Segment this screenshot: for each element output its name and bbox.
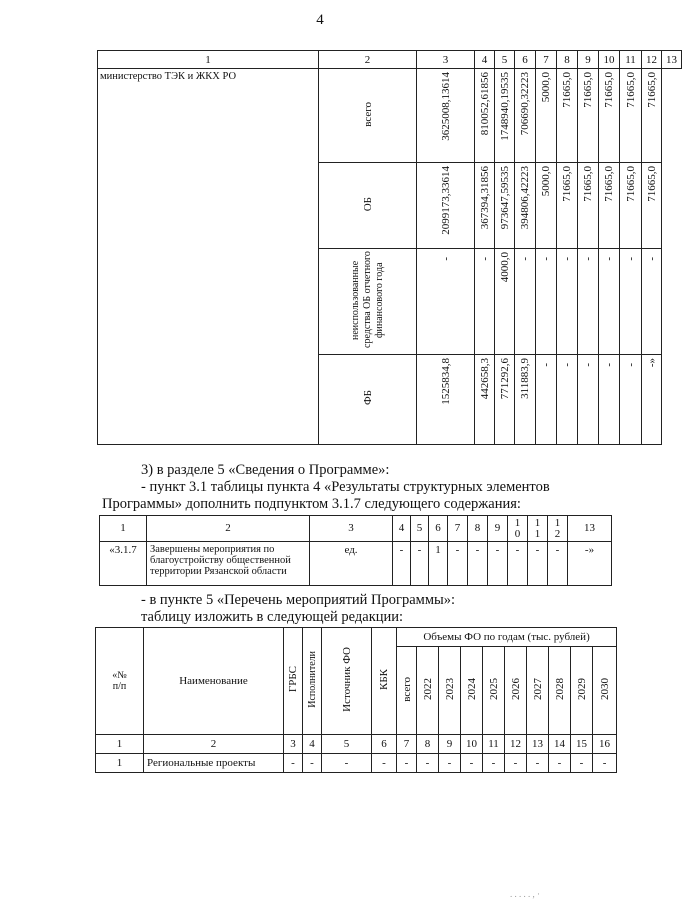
table3-cell: - bbox=[527, 754, 549, 773]
table3-number-cell: 4 bbox=[303, 735, 322, 754]
table2-header-cell: 5 bbox=[411, 516, 429, 542]
table1-value-cell bbox=[417, 69, 475, 163]
table3-year-label: 2028 bbox=[553, 678, 566, 700]
table1-value: 71665,0 bbox=[603, 166, 615, 202]
table1-value: - bbox=[582, 363, 594, 367]
table2-cell: -» bbox=[568, 542, 612, 586]
col-volumes-header: Объемы ФО по годам (тыс. рублей) bbox=[397, 628, 617, 647]
table2-cell: «3.1.7 bbox=[100, 542, 147, 586]
table1-value-cell bbox=[620, 163, 642, 249]
table3-cell: - bbox=[397, 754, 417, 773]
table1-value-cell bbox=[599, 355, 620, 445]
table3-year-header bbox=[505, 647, 527, 735]
table2-cell: - bbox=[488, 542, 508, 586]
table1-value: 2099173,33614 bbox=[439, 166, 452, 235]
table2-header-cell: 9 bbox=[488, 516, 508, 542]
table1-header-cell: 5 bbox=[495, 51, 515, 69]
table3-year-label: всего bbox=[400, 676, 413, 702]
table1-row-label-text: ФБ bbox=[361, 390, 374, 406]
table1-value: - bbox=[624, 257, 637, 261]
table1-value-cell bbox=[475, 69, 495, 163]
table1-value-cell bbox=[620, 355, 642, 445]
table1-value: 706690,32223 bbox=[519, 72, 531, 136]
table1-value-cell bbox=[475, 163, 495, 249]
table2-header-cell: 13 bbox=[568, 516, 612, 542]
table1-row-label-text: ОБ bbox=[361, 196, 374, 212]
table3-cell: 1 bbox=[96, 754, 144, 773]
table3-year-header bbox=[483, 647, 505, 735]
table3-number-cell: 15 bbox=[571, 735, 593, 754]
table1-value: - bbox=[478, 257, 491, 261]
table2-header-cell: 6 bbox=[429, 516, 448, 542]
table1-row-label bbox=[319, 163, 417, 249]
table3-number-cell: 12 bbox=[505, 735, 527, 754]
activities-table bbox=[95, 627, 617, 773]
table1-value: 442658,3 bbox=[478, 358, 491, 400]
table3-cell: - bbox=[461, 754, 483, 773]
paragraph-item-3-1: - пункт 3.1 таблицы пункта 4 «Результаты структурных элементов bbox=[141, 479, 550, 495]
col-kbk-header bbox=[372, 628, 397, 735]
table1-value-cell bbox=[536, 355, 557, 445]
table2-header-cell: 1 bbox=[100, 516, 147, 542]
table1-value-cell bbox=[495, 69, 515, 163]
table1-value: 1748940,19535 bbox=[498, 72, 511, 141]
table3-cell: - bbox=[372, 754, 397, 773]
table2-header-cell: 2 bbox=[147, 516, 310, 542]
table2-cell: ед. bbox=[310, 542, 393, 586]
col-exec-label: Исполнители bbox=[306, 651, 318, 708]
table2-cell: Завершены мероприятия по благоустройству общественной территории Рязанской области bbox=[147, 542, 310, 586]
table3-number-cell: 10 bbox=[461, 735, 483, 754]
table3-year-header bbox=[593, 647, 617, 735]
page-number: 4 bbox=[316, 12, 324, 28]
table1-value-cell bbox=[475, 355, 495, 445]
table1-value-cell bbox=[642, 163, 662, 249]
table1-value: 71665,0 bbox=[624, 72, 637, 108]
table1-value-cell bbox=[557, 163, 578, 249]
table1-header-cell: 1 bbox=[98, 51, 319, 69]
col-name-header: Наименование bbox=[144, 628, 284, 735]
col-grbs-label: ГРБС bbox=[287, 666, 299, 693]
table3-year-label: 2029 bbox=[575, 678, 588, 700]
table1-value-cell bbox=[417, 163, 475, 249]
table3-number-cell: 1 bbox=[96, 735, 144, 754]
table1-value: 4000,0 bbox=[498, 252, 511, 283]
table3-cell: - bbox=[284, 754, 303, 773]
table1-header-cell: 3 bbox=[417, 51, 475, 69]
table1-row-label bbox=[319, 249, 417, 355]
table1-value: - bbox=[439, 257, 452, 261]
table3-cell: - bbox=[505, 754, 527, 773]
table1-header-cell: 9 bbox=[578, 51, 599, 69]
table2-header-cell: 3 bbox=[310, 516, 393, 542]
table1-value: 771292,6 bbox=[498, 358, 511, 400]
table3-number-cell: 5 bbox=[322, 735, 372, 754]
col-kbk-label: КБК bbox=[378, 669, 390, 690]
table1-header-cell: 8 bbox=[557, 51, 578, 69]
table1-value: 71665,0 bbox=[624, 166, 637, 202]
table1-value-cell bbox=[599, 163, 620, 249]
table1-value-cell bbox=[495, 163, 515, 249]
table3-cell: - bbox=[571, 754, 593, 773]
table3-year-header bbox=[549, 647, 571, 735]
table3-year-header bbox=[527, 647, 549, 735]
table1-value-cell bbox=[515, 163, 536, 249]
table1-value-cell bbox=[599, 69, 620, 163]
table1-value: - bbox=[540, 257, 552, 261]
table3-year-header bbox=[461, 647, 483, 735]
paragraph-item-3-1-cont: Программы» дополнить подпунктом 3.1.7 следующего содержания: bbox=[102, 496, 521, 512]
table1-value-cell bbox=[578, 249, 599, 355]
col-grbs-header bbox=[284, 628, 303, 735]
table1-value: 71665,0 bbox=[582, 166, 594, 202]
table3-number-cell: 16 bbox=[593, 735, 617, 754]
table1-header-cell: 4 bbox=[475, 51, 495, 69]
table1-header-cell: 10 bbox=[599, 51, 620, 69]
table1-header-cell: 2 bbox=[319, 51, 417, 69]
table1-header-cell: 6 bbox=[515, 51, 536, 69]
table2-cell: - bbox=[468, 542, 488, 586]
table1-value: - bbox=[519, 257, 531, 261]
table2-cell: - bbox=[448, 542, 468, 586]
table1-value: 5000,0 bbox=[540, 72, 552, 103]
col-src-label: Источник ФО bbox=[340, 647, 353, 712]
table2-cell: - bbox=[508, 542, 528, 586]
table3-year-header bbox=[571, 647, 593, 735]
table3-number-cell: 6 bbox=[372, 735, 397, 754]
table1-value: 311883,9 bbox=[519, 358, 531, 399]
table3-year-label: 2024 bbox=[465, 678, 478, 700]
table1-value: 71665,0 bbox=[645, 166, 658, 202]
table2-cell: - bbox=[548, 542, 568, 586]
table2-header-cell: 1 0 bbox=[508, 516, 528, 542]
col-src-header bbox=[322, 628, 372, 735]
table1-value-cell bbox=[536, 163, 557, 249]
table3-year-label: 2022 bbox=[421, 678, 434, 700]
table3-cell: - bbox=[439, 754, 461, 773]
table1-value: 71665,0 bbox=[582, 72, 594, 108]
table1-value-cell bbox=[620, 69, 642, 163]
table3-year-header bbox=[397, 647, 417, 735]
table2-cell: - bbox=[528, 542, 548, 586]
table1-row-label-text: всего bbox=[361, 101, 374, 127]
table1-value: - bbox=[561, 257, 573, 261]
table1-value-cell bbox=[417, 249, 475, 355]
footer-marks: . . . . . , · bbox=[510, 889, 540, 899]
paragraph-section-5-list: - в пункте 5 «Перечень мероприятий Программы»: bbox=[141, 592, 456, 608]
table3-cell: - bbox=[549, 754, 571, 773]
table2-header-cell: 1 1 bbox=[528, 516, 548, 542]
table3-number-cell: 9 bbox=[439, 735, 461, 754]
table1-value: 71665,0 bbox=[561, 166, 573, 202]
table1-value-cell bbox=[557, 249, 578, 355]
table1-value-cell bbox=[557, 69, 578, 163]
table3-cell: - bbox=[322, 754, 372, 773]
table1-value: 71665,0 bbox=[561, 72, 573, 108]
table1-value-cell bbox=[557, 355, 578, 445]
table1-value-cell bbox=[578, 355, 599, 445]
table1-value-cell bbox=[536, 69, 557, 163]
table1-value-cell bbox=[417, 355, 475, 445]
col-exec-header bbox=[303, 628, 322, 735]
table1-value: 1525834,8 bbox=[439, 358, 452, 405]
table2-header-cell: 4 bbox=[393, 516, 411, 542]
table1-value: - bbox=[645, 257, 658, 261]
table1-row-label-text: неиспользованные средства ОБ отчетного финансового года bbox=[349, 251, 385, 349]
table1-header-cell: 7 bbox=[536, 51, 557, 69]
table1-value: 973647,59535 bbox=[498, 166, 511, 230]
table2-cell: - bbox=[411, 542, 429, 586]
table3-number-cell: 13 bbox=[527, 735, 549, 754]
table3-cell: - bbox=[303, 754, 322, 773]
table1-header-cell: 11 bbox=[620, 51, 642, 69]
table1-value: 367394,31856 bbox=[478, 166, 491, 230]
table1-value-cell bbox=[642, 249, 662, 355]
table1-header-cell: 12 bbox=[642, 51, 662, 69]
table1-value: 3625008,13614 bbox=[439, 72, 452, 141]
table3-number-cell: 7 bbox=[397, 735, 417, 754]
table1-value: - bbox=[603, 257, 615, 261]
table3-cell: - bbox=[483, 754, 505, 773]
table1-value-cell bbox=[495, 355, 515, 445]
table1-value-cell bbox=[495, 249, 515, 355]
table3-number-cell: 8 bbox=[417, 735, 439, 754]
table3-year-header bbox=[439, 647, 461, 735]
table1-value-cell bbox=[642, 69, 662, 163]
table3-cell: - bbox=[417, 754, 439, 773]
table2-header-cell: 1 2 bbox=[548, 516, 568, 542]
table1-value-cell bbox=[620, 249, 642, 355]
table1-value-cell bbox=[536, 249, 557, 355]
table1-value-cell bbox=[578, 163, 599, 249]
ministry-cell: министерство ТЭК и ЖКХ РО bbox=[98, 69, 319, 445]
table1-value: -» bbox=[645, 358, 658, 368]
col-number-header: «№ п/п bbox=[96, 628, 144, 735]
table1-value-cell bbox=[515, 249, 536, 355]
table3-year-label: 2030 bbox=[598, 678, 611, 700]
table1-value-cell bbox=[578, 69, 599, 163]
results-table bbox=[99, 515, 612, 586]
table3-cell: - bbox=[593, 754, 617, 773]
table2-header-cell: 8 bbox=[468, 516, 488, 542]
table3-number-cell: 2 bbox=[144, 735, 284, 754]
table3-number-cell: 11 bbox=[483, 735, 505, 754]
table1-value-cell bbox=[475, 249, 495, 355]
table1-value-cell bbox=[642, 355, 662, 445]
funding-table bbox=[97, 50, 682, 445]
table1-value: 394806,42223 bbox=[519, 166, 531, 230]
table1-row-label bbox=[319, 69, 417, 163]
paragraph-new-edition: таблицу изложить в следующей редакции: bbox=[141, 609, 404, 625]
table1-header-cell: 13 bbox=[662, 51, 682, 69]
table1-row-label bbox=[319, 355, 417, 445]
table1-value: - bbox=[582, 257, 594, 261]
table1-value-cell bbox=[515, 355, 536, 445]
table3-cell: Региональные проекты bbox=[144, 754, 284, 773]
table3-year-label: 2027 bbox=[531, 678, 544, 700]
table1-value: - bbox=[603, 363, 615, 367]
table3-year-label: 2026 bbox=[509, 678, 522, 700]
table1-value-cell bbox=[515, 69, 536, 163]
table2-cell: - bbox=[393, 542, 411, 586]
table3-year-label: 2023 bbox=[443, 678, 456, 700]
paragraph-section-5: 3) в разделе 5 «Сведения о Программе»: bbox=[141, 462, 390, 478]
table1-value-cell bbox=[599, 249, 620, 355]
table1-value: 5000,0 bbox=[540, 166, 552, 197]
table3-number-cell: 14 bbox=[549, 735, 571, 754]
table1-value: 71665,0 bbox=[603, 72, 615, 108]
table3-number-cell: 3 bbox=[284, 735, 303, 754]
table2-header-cell: 7 bbox=[448, 516, 468, 542]
table3-year-label: 2025 bbox=[487, 678, 500, 700]
table1-value: - bbox=[624, 363, 637, 367]
table1-value: - bbox=[540, 363, 552, 367]
table2-cell: 1 bbox=[429, 542, 448, 586]
table3-year-header bbox=[417, 647, 439, 735]
table1-value: 71665,0 bbox=[645, 72, 658, 108]
table1-value: 810052,61856 bbox=[478, 72, 491, 136]
table1-value: - bbox=[561, 363, 573, 367]
